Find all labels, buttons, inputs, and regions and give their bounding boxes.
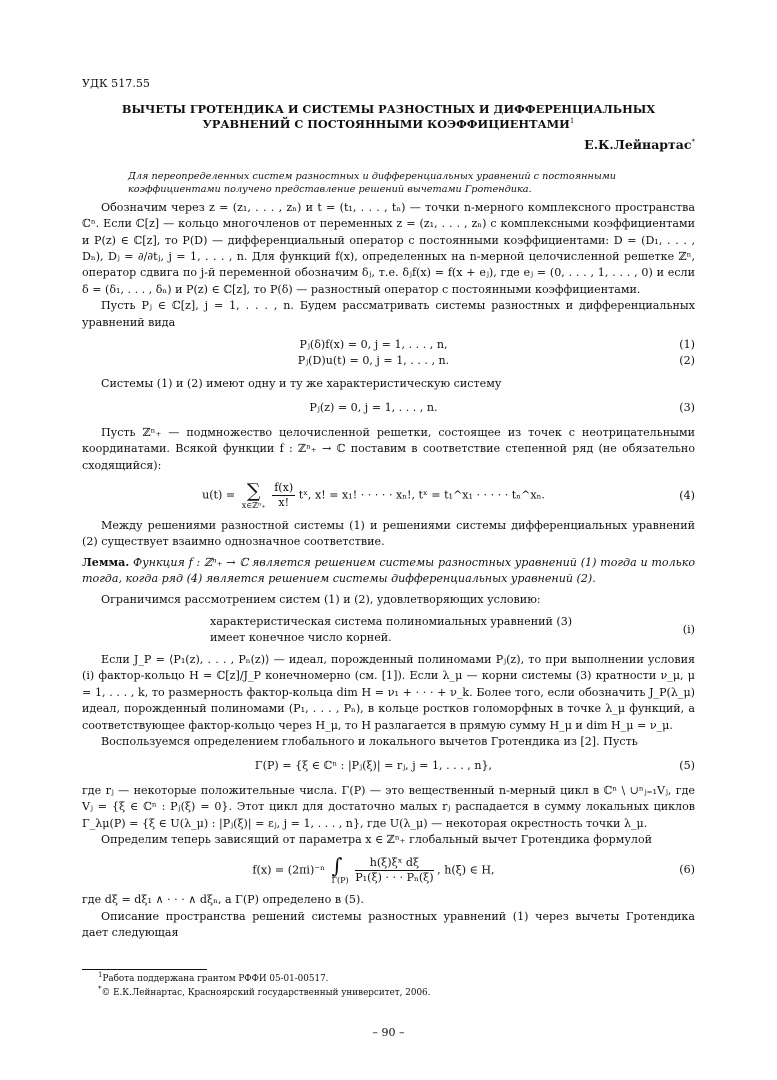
footnote-divider <box>82 969 207 970</box>
sum-symbol: ∑ <box>246 480 261 503</box>
title-line-2 <box>82 117 695 132</box>
equation-4-sum <box>242 481 266 510</box>
lemma-heading: Лемма. <box>82 555 130 569</box>
equation-5-body: Γ(P) = {ξ ∈ ℂⁿ : |Pⱼ(ξ)| = rⱼ, j = 1, . . . , n}, <box>254 759 493 773</box>
author-name: Е.К.Лейнартас <box>584 137 692 153</box>
equation-3 <box>82 400 695 416</box>
equation-2-number: (2) <box>679 354 695 368</box>
footnote-copyright <box>82 984 695 1001</box>
title-line-2-text: УРАВНЕНИЙ С ПОСТОЯННЫМИ КОЭФФИЦИЕНТАМИ <box>202 116 570 131</box>
paragraph-notation: Обозначим через z = (z₁, . . . , zₙ) и t = (t₁, . . . , tₙ) — точки n-мерного комплексного пространства ℂⁿ. Если ℂ[z] — кольцо многочленов от переменных z = (z₁, . . . , zₙ) с комплексными коэффициентами и P(z) ∈ ℂ[z], то P(D) — дифференциальный оператор с постоянными коэффициентами: D = (D₁, . . . , Dₙ), Dⱼ = ∂/∂tⱼ, j = 1, . . . , n. Для функций f(x), определенных на n-мерной целочисленной решетке ℤⁿ, оператор сдвига по j-й переменной обозначим δⱼ, т.е. δⱼf(x) = f(x + eⱼ), где eⱼ = (0, . . . , 1, . . . , 0) и если δ = (δ₁, . . . , δₙ) и P(z) ∈ ℂ[z], то P(δ) — разностный оператор с постоянными коэффициентами. <box>82 200 695 296</box>
equation-5 <box>82 758 695 774</box>
equation-6-rest: , h(ξ) ∈ H, <box>437 863 495 877</box>
condition-line-1: характеристическая система полиномиальных уравнений (3) <box>210 614 573 628</box>
fraction-denominator: P₁(ξ) · · · Pₙ(ξ) <box>355 870 434 884</box>
title-line-1: ВЫЧЕТЫ ГРОТЕНДИКА И СИСТЕМЫ РАЗНОСТНЫХ И ДИФФЕРЕНЦИАЛЬНЫХ <box>121 102 656 117</box>
equation-1-body: Pⱼ(δ)f(x) = 0, j = 1, . . . , n, <box>299 338 448 352</box>
condition-i <box>82 614 695 646</box>
footnote-grant <box>82 973 695 987</box>
integral-domain: Γ(P) <box>331 875 349 885</box>
author <box>82 137 695 153</box>
paragraph-residues: Воспользуемся определением глобального и локального вычетов Гротендика из [2]. Пусть <box>101 734 638 748</box>
condition-line-2: имеет конечное число корней. <box>210 630 392 644</box>
paragraph-systems: Пусть Pⱼ ∈ ℂ[z], j = 1, . . . , n. Будем рассматривать системы разностных и дифференциальных уравнений вида <box>82 299 695 329</box>
condition-i-number: (i) <box>682 622 695 636</box>
fraction-numerator: f(x) <box>274 481 294 495</box>
lemma <box>82 555 695 588</box>
udk-code: УДК 517.55 <box>82 77 150 90</box>
equation-3-body: Pⱼ(z) = 0, j = 1, . . . , n. <box>309 401 438 415</box>
paragraph-characteristic: Системы (1) и (2) имеют одну и ту же характеристическую систему <box>101 376 502 390</box>
paragraph-condition-intro: Ограничимся рассмотрением систем (1) и (2), удовлетворяющих условию: <box>101 592 541 606</box>
equation-4-number: (4) <box>679 488 695 502</box>
title-footnote-mark: 1 <box>569 117 575 126</box>
equation-3-number: (3) <box>679 401 695 415</box>
abstract: Для переопределенных систем разностных и дифференциальных уравнений с постоянными коэффициентами получено представление решений вычетами Гротендика. <box>128 170 617 195</box>
footnote-1-mark: 1 <box>98 971 103 980</box>
fraction-numerator: h(ξ)ξˣ dξ <box>355 856 433 871</box>
footnote-2-text: © Е.К.Лейнартас, Красноярский государственный университет, 2006. <box>101 987 431 998</box>
paragraph-correspondence: Между решениями разностной системы (1) и решениями системы дифференциальных уравнений (2) существует взаимно однозначное соответствие. <box>82 518 695 549</box>
page-number: – 90 – <box>372 1026 405 1039</box>
paragraph-form-definition: где dξ = dξ₁ ∧ · · · ∧ dξₙ, а Γ(P) определено в (5). <box>82 893 364 907</box>
equation-1 <box>82 337 695 353</box>
fraction-denominator: x! <box>278 496 290 510</box>
sum-index: x∈ℤⁿ₊ <box>241 501 266 511</box>
equation-4-rest: tˣ, x! = x₁! · · · · · xₙ!, tˣ = t₁^x₁ · · · · · tₙ^xₙ. <box>298 488 545 502</box>
equation-6-integral <box>331 853 349 885</box>
article-title <box>82 102 695 131</box>
condition-i-body <box>82 614 665 646</box>
equation-1-number: (1) <box>679 338 695 352</box>
footnotes <box>82 969 695 1000</box>
equation-4-fraction <box>272 481 295 510</box>
article-page <box>82 76 695 942</box>
footnote-1-text: Работа поддержана грантом РФФИ 05-01-00517. <box>102 974 329 984</box>
integral-symbol: ∫ <box>331 853 343 878</box>
equation-5-number: (5) <box>679 759 695 773</box>
paragraph-solution-space: Описание пространства решений системы разностных уравнений (1) через вычеты Гротендика дает следующая <box>82 909 695 940</box>
footnote-2-mark: * <box>98 984 102 993</box>
paragraph-ideal: Если J_P = ⟨P₁(z), . . . , Pₙ(z)⟩ — идеал, порожденный полиномами Pⱼ(z), то при выполнении условия (i) фактор-кольцо H = ℂ[z]/J_P конечномерно (см. [1]). Если λ_μ — корни системы (3) кратности ν_μ, μ = 1, . . . , k, то размерность фактор-кольца dim H = ν₁ + · · · + ν_k. Более того, если обозначить J_P(λ_μ) идеал, порожденный полиномами (P₁, . . . , Pₙ), в кольце ростков голоморфных в точке λ_μ функций, а соответствующее фактор-кольцо через H_μ, то H разлагается в прямую сумму H_μ и dim H_μ = ν_μ. <box>82 652 695 732</box>
paragraph-cycle: где rⱼ — некоторые положительные числа. Γ(P) — это вещественный n-мерный цикл в ℂⁿ \ ∪ⁿⱼ₌₁Vⱼ, где Vⱼ = {ξ ∈ ℂⁿ : Pⱼ(ξ) = 0}. Этот цикл для достаточно малых rⱼ распадается в сумму локальных циклов Γ_λμ(P) = {ξ ∈ U(λ_μ) : |Pⱼ(ξ)| = εⱼ, j = 1, . . . , n}, где U(λ_μ) — некоторая окрестность точки λ_μ. <box>82 783 695 830</box>
lemma-statement: Функция f : ℤⁿ₊ → ℂ является решением системы разностных уравнений (1) тогда и только тогда, когда ряд (4) является решением системы дифференциальных уравнений (2). <box>82 555 696 586</box>
equation-6-number: (6) <box>679 863 695 877</box>
equation-6-body <box>82 853 665 885</box>
author-footnote-mark: * <box>691 138 695 147</box>
equation-2 <box>82 353 695 369</box>
equation-6 <box>82 853 695 887</box>
equation-2-body: Pⱼ(D)u(t) = 0, j = 1, . . . , n. <box>297 354 450 368</box>
paragraph-lattice: Пусть ℤⁿ₊ — подмножество целочисленной решетки, состоящее из точек с неотрицательными координатами. Всякой функции f : ℤⁿ₊ → ℂ поставим в соответствие степенной ряд (не обязательно сходящийся): <box>82 425 695 472</box>
equation-6-lhs: f(x) = (2πi)⁻ⁿ <box>252 863 325 877</box>
equation-4-lhs: u(t) = <box>202 488 236 502</box>
equation-6-fraction <box>355 856 433 885</box>
paragraph-global-residue: Определим теперь зависящий от параметра x ∈ ℤⁿ₊ глобальный вычет Гротендика формулой <box>101 833 653 846</box>
equation-4-body <box>82 481 665 510</box>
equation-4 <box>82 479 695 513</box>
